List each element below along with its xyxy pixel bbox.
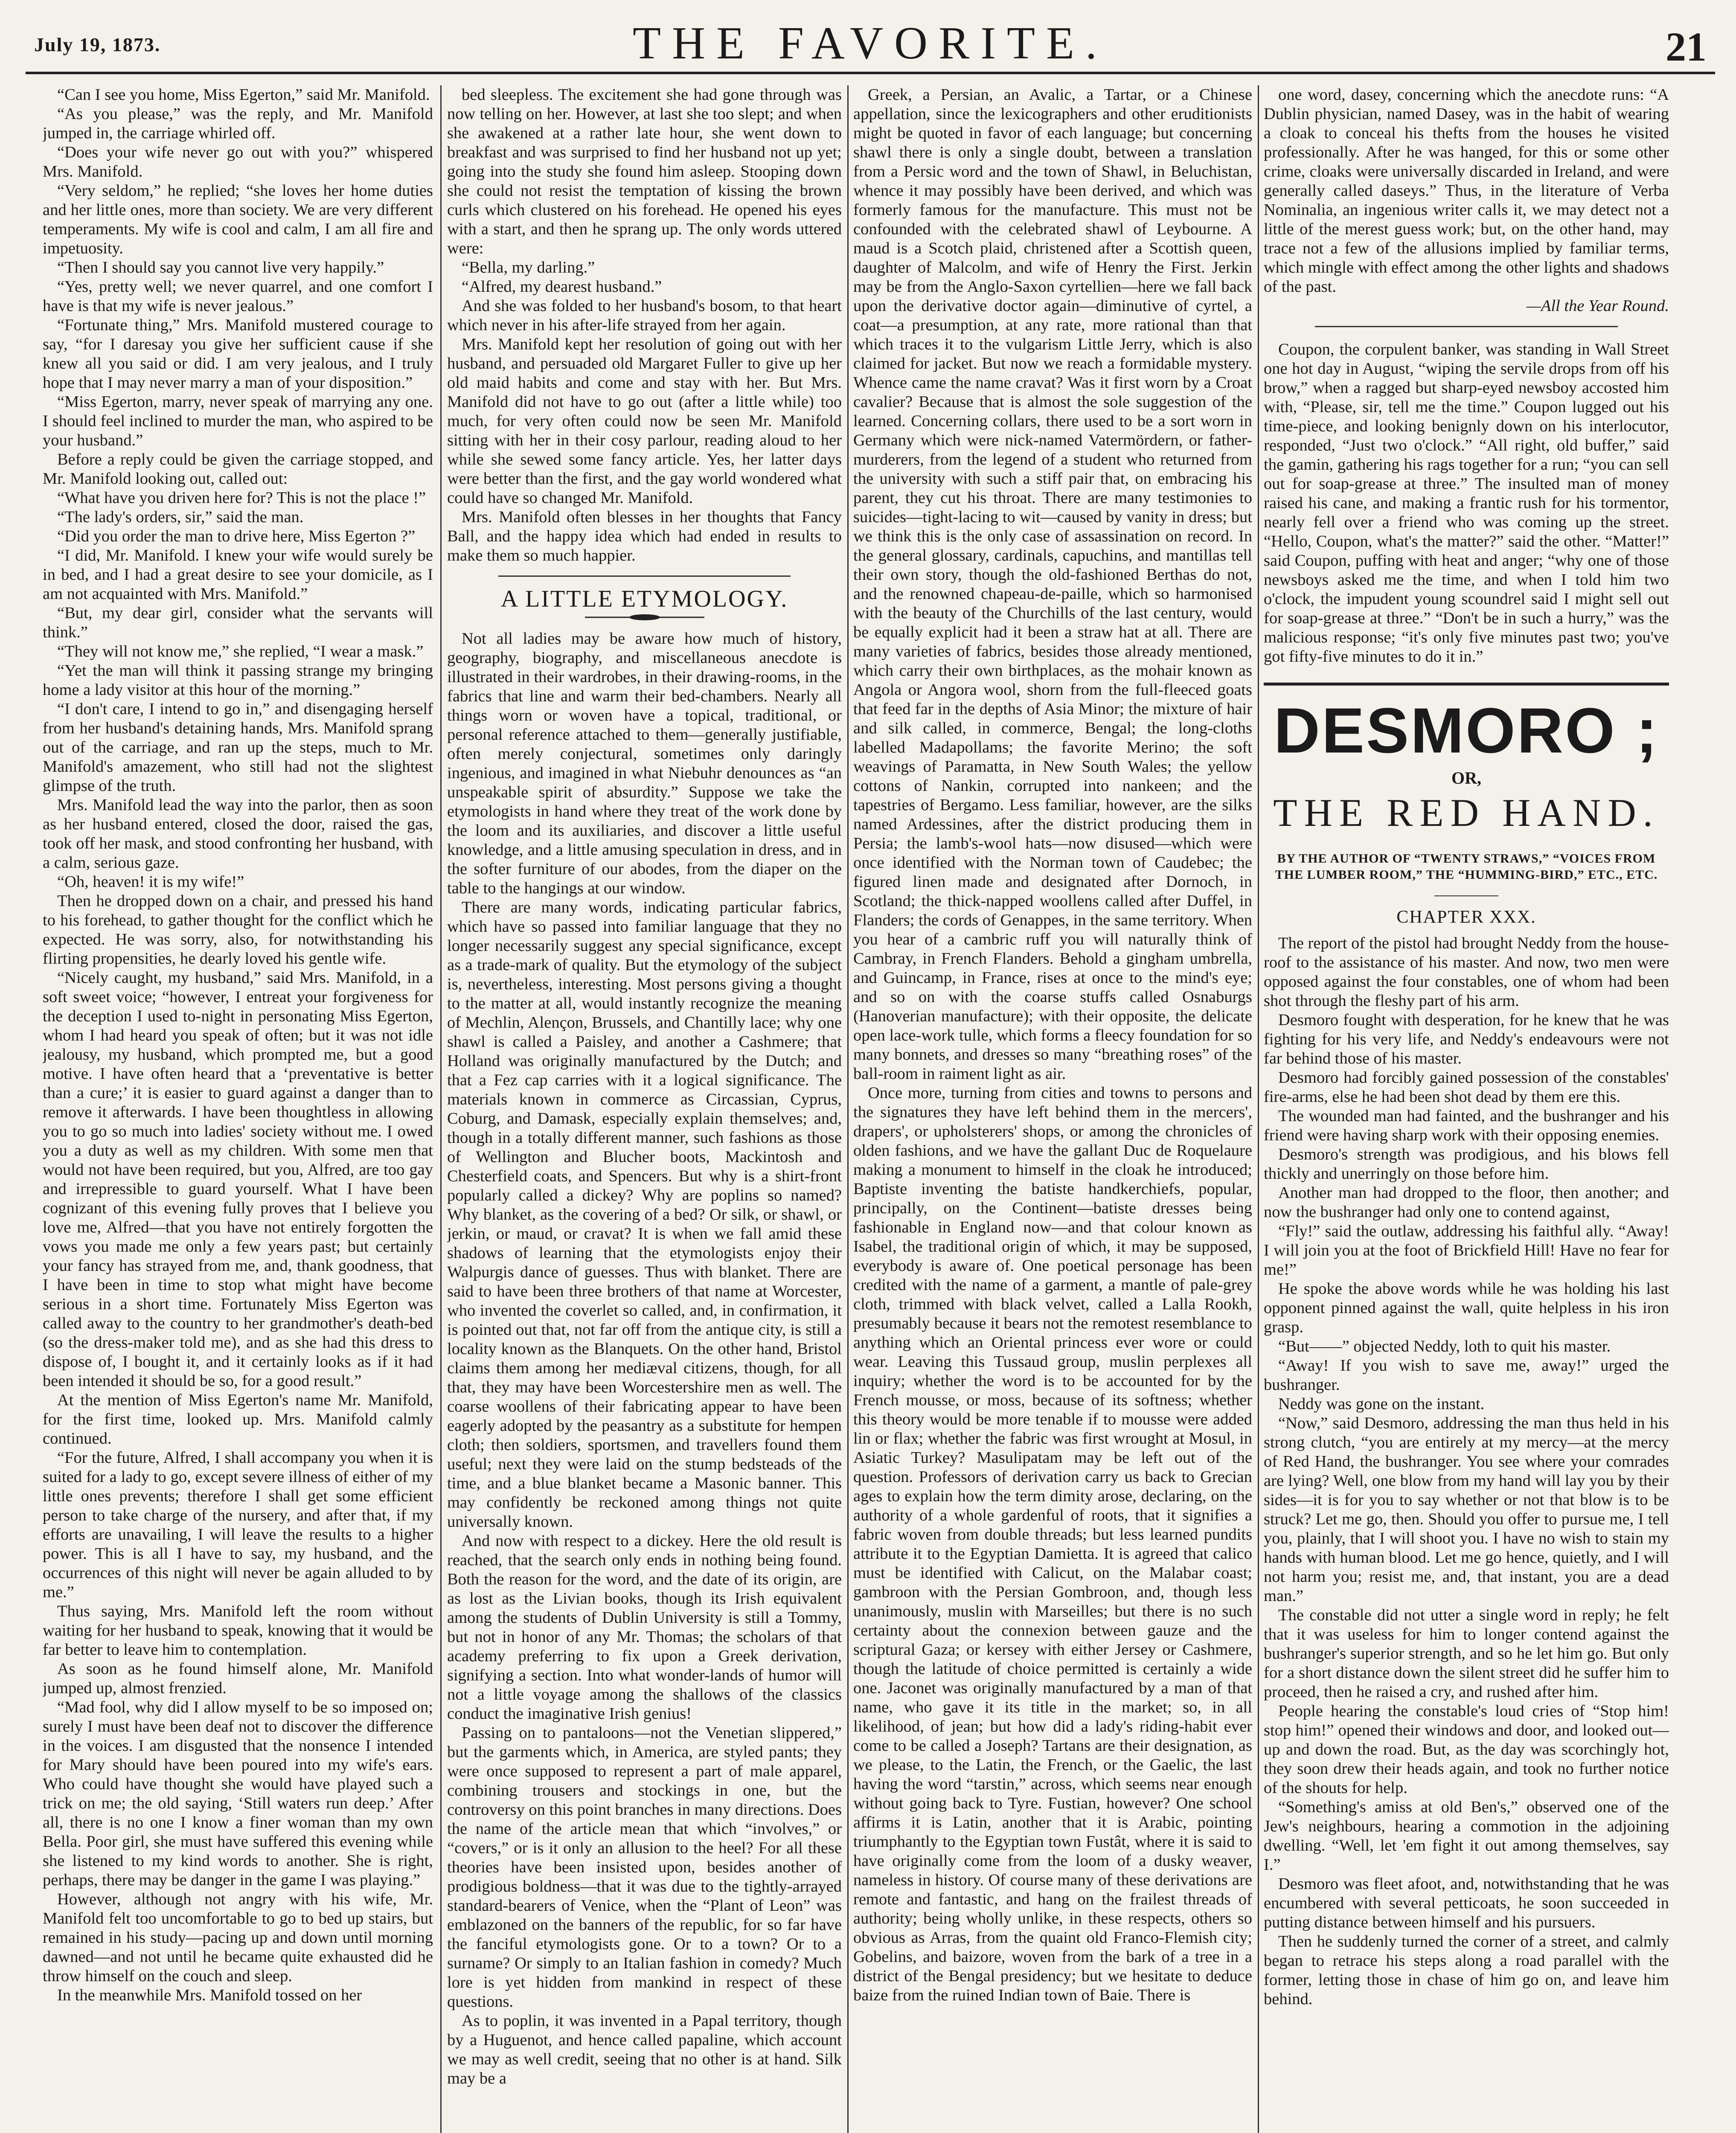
paragraph: “They will not know me,” she replied, “I wear a mask.”	[57, 642, 424, 660]
paragraph: Desmoro was fleet afoot, and, notwithstanding that he was encumbered with several petticoats, he soon succeeded in putting distance between himself and his pursuers.	[1264, 1875, 1669, 1931]
paragraph: “I did, Mr. Manifold. I knew your wife would surely be in bed, and I had a great desire to see your domicile, as I am not acquainted with Mrs. Manifold.”	[43, 546, 433, 603]
ornament-divider-icon	[576, 612, 713, 622]
paragraph: “What have you driven here for? This is not the place !”	[57, 489, 426, 507]
paragraph: “I don't care, I intend to go in,” and disengaging herself from her husband's detaining hands, Mrs. Manifold sprang out of the carriage, and ran up the steps, much to Mr. Manifold's amazement, who still had not the slightest glimpse of the truth.	[43, 700, 433, 795]
paragraph: Neddy was gone on the instant.	[1278, 1395, 1485, 1413]
column-divider	[1258, 85, 1259, 2133]
paragraph: “Oh, heaven! it is my wife!”	[57, 873, 244, 891]
paragraph: “Alfred, my dearest husband.”	[462, 278, 662, 296]
paragraph: He spoke the above words while he was holding his last opponent pinned against the wall, quite helpless in his iron grasp.	[1264, 1280, 1669, 1336]
paragraph: Another man had dropped to the floor, then another; and now the bushranger had only one to contend against,	[1264, 1184, 1669, 1221]
paragraph: Desmoro had forcibly gained possession of the constables' fire-arms, else he had been shot dead by them ere this.	[1264, 1069, 1669, 1106]
paragraph: Mrs. Manifold lead the way into the parlor, then as soon as her husband entered, closed the door, raised the gas, took off her mask, and stood confronting her husband, with a calm, serious gaze.	[43, 796, 433, 872]
paragraph: “Yet the man will think it passing strange my bringing home a lady visitor at this hour of the morning.”	[43, 662, 433, 699]
paragraph: Once more, turning from cities and towns to persons and the signatures they have left behind them in the mercers', drapers', or upholsterers' shops, or among the chronicles of olden fashions, and we have the gallant Duc de Roquelaure making a monument to himself in the cloak he introduced; Baptiste inventing the batiste handkerchiefs, popular, principally, on the Continent—batiste dresses being fashionable in England now—and that colour known as Isabel, the traditional origin of which, it may be supposed, everybody is aware of. One poetical personage has been credited with the name of a garment, a mantle of pale-grey cloth, trimmed with black velvet, called a Lalla Rookh, presumably because it bears not the remotest resemblance to anything which an Oriental princess ever wore or could wear. Leaving this Tussaud group, muslin perplexes all inquiry; whether the word is to be accounted for by the French mousse, or moss, because of its softness; whether this theory would be more tenable if to mousse were added lin or flax; whether the fabric was first wrought at Mosul, in Asiatic Turkey? Masulipatam may be left out of the question. Professors of derivation carry us back to Grecian ages to explain how the term dimity arose, declaring, on the authority of a whole gardenful of roots, that it signifies a fabric woven from double threads; but less learned pundits attribute it to the Egyptian Damietta. It is agreed that calico must be identified with Calicut, on the Malabar coast; gambroon with the Persian Gombroon, and, though less unanimously, muslin with Marseilles; but there is no such certainty about the connexion between gauze and the scriptural Gaza; or kersey with either Jersey or Cashmere, though the latitude of choice permitted is certainly a wide one. Jaconet was originally manufactured by a man of that name, who gave it its title in the market; so, in all likelihood, of jean; but how did a lady's riding-habit ever come to be called a Joseph? Tartans are their designation, as we please, to the Latin, the French, or the Gaelic, the last having the word “tarstin,” across, which seems near enough without going back to Tyre. Fustian, however? One school affirms it is Latin, another that it is Arabic, pointing triumphantly to the Egyptian town Fustât, where it is said to have originally come from the loom of a dusky weaver, nameless in history. Of course many of these derivations are remote and fantastic, and hang on the frailest threads of authority; being wholly unlike, in these respects, others so obvious as Arras, from the quaint old Franco-Flemish city; Gobelins, and baizore, woven from the bark of a tree in a district of the Bengal presidency; but we hesitate to deduce baize from the ruined Indian town of Baie. There is	[853, 1084, 1252, 2004]
coupon-anecdote	[1264, 340, 1669, 666]
paragraph: “Does your wife never go out with you?” whispered Mrs. Manifold.	[43, 143, 433, 180]
paragraph: “Miss Egerton, marry, never speak of marrying any one. I should feel inclined to murder the man, who aspired to be your husband.”	[43, 393, 433, 449]
column-2	[447, 85, 842, 2133]
paragraph: At the mention of Miss Egerton's name Mr. Manifold, for the first time, looked up. Mrs. Manifold calmly continued.	[43, 1391, 433, 1447]
paragraph: However, although not angry with his wife, Mr. Manifold felt too uncomfortable to go to bed up stairs, but remained in his study—pacing up and down until morning dawned—and not until he became quite exhausted did he throw himself on the couch and sleep.	[43, 1890, 433, 1985]
story-end-rule	[498, 575, 791, 577]
paragraph: “But, my dear girl, consider what the servants will think.”	[43, 604, 433, 641]
paragraph: “Nicely caught, my husband,” said Mrs. Manifold, in a soft sweet voice; “however, I entreat your forgiveness for the deception I used to-night in personating Miss Egerton, whom I had heard you speak of often; but it was not idle jealousy, my husband, which prompted me, but a good motive. I have often heard that a ‘preventative is better than a cure;’ it is easier to guard against a danger than to remove it afterwards. I have been thoughtless in allowing you to go so much into ladies' society without me. I owed you a duty as well as my children. With some men that would not have been required, but you, Alfred, are too gay and irrepressible to guard yourself. What I have been cognizant of this evening fully proves that I believe you love me, Alfred—that you have not entirely forgotten the vows you made me only a few years past; but certainly your fancy has strayed from me, and, thank goodness, that I have been in time to stop what might have become serious in a short time. Fortunately Miss Egerton was called away to the country to her grandmother's death-bed (so the dress-maker told me), and as she had this dress to dispose of, I bought it, and it certainly looks as if it had been intended it should be so, for a good result.”	[43, 969, 433, 1390]
paragraph: Mrs. Manifold often blesses in her thoughts that Fancy Ball, and the happy idea which had ended in results to make them so much happier.	[447, 508, 842, 564]
column-1	[43, 85, 433, 2133]
etymology-article-end	[1264, 85, 1669, 296]
paragraph: Then he suddenly turned the corner of a street, and calmly began to retrace his steps along a road parallel with the former, letting those in chase of him go on, and leave him behind.	[1264, 1932, 1669, 2008]
paragraph: “Fortunate thing,” Mrs. Manifold mustered courage to say, “for I daresay you give her sufficient cause if she knew all you said or did. I am very jealous, and I truly hope that I may never marry a man of your disposition.”	[43, 316, 433, 392]
source-credit: —All the Year Round.	[1526, 297, 1669, 315]
paragraph: Passing on to pantaloons—not the Venetian slippered,” but the garments which, in America, are styled pants; they were once supposed to represent a part of male apparel, combining trousers and stockings in one, but the controversy on this point branches in many directions. Does the name of the article mean that which “involves,” or “covers,” or is it only an allusion to the heel? For all these theories have been insisted upon, besides another of prodigious boldness—that it was due to the tightly-arrayed standard-bearers of Venice, when the “Plant of Leon” was emblazoned on the banners of the republic, for so far have the fanciful etymologists gone. Or to a town? Or to a surname? Or simply to an Italian fashion in comedy? Much lore is yet hidden from mankind in respect of these questions.	[447, 1724, 842, 2011]
paragraph: “As you please,” was the reply, and Mr. Manifold jumped in, the carriage whirled off.	[43, 105, 433, 142]
paragraph: “Away! If you wish to save me, away!” urged the bushranger.	[1264, 1357, 1669, 1394]
column-3	[853, 85, 1252, 2133]
paragraph: “Very seldom,” he replied; “she loves her home duties and her little ones, more than society. We are very different temperaments. My wife is cool and calm, I am all fire and impetuosity.	[43, 182, 433, 257]
paragraph: “Fly!” said the outlaw, addressing his faithful ally. “Away! I will join you at the foot of Brickfield Hill! Have no fear for me!”	[1264, 1222, 1669, 1279]
section-rule-thick	[1264, 683, 1669, 686]
issue-date: July 19, 1873.	[34, 34, 161, 55]
paragraph: Desmoro's strength was prodigious, and his blows fell thickly and unerringly on those before him.	[1264, 1145, 1669, 1183]
paragraph: “Yes, pretty well; we never quarrel, and one comfort I have is that my wife is never jealous.”	[43, 278, 433, 315]
column-4	[1264, 85, 1669, 2133]
paragraph: “But——” objected Neddy, loth to quit his master.	[1278, 1337, 1611, 1355]
serial-or: OR,	[1451, 768, 1481, 788]
paragraph: “Can I see you home, Miss Egerton,” said Mr. Manifold.	[57, 86, 430, 104]
paragraph: “Something's amiss at old Ben's,” observed one of the Jew's neighbours, hearing a commotion in the adjoining dwelling. “Well, let 'em fight it out among themselves, say I.”	[1264, 1798, 1669, 1874]
ornament-divider-icon	[1424, 891, 1509, 901]
story-conclusion	[447, 85, 842, 565]
paragraph: And now with respect to a dickey. Here the old result is reached, that the search only ends in nothing being found. Both the reason for the word, and the date of its origin, are as lost as the Livian books, though its Irish equivalent among the students of Dublin University is still a Tommy, but not in honor of any Mr. Thomas; the scholars of that academy preferring to fix upon a Greek derivation, signifying a section. Into what wonder-lands of humor will not a little voyage among the shallows of the classics conduct the imaginative Irish genius!	[447, 1532, 842, 1723]
serial-subtitle: THE RED HAND.	[1273, 791, 1660, 834]
paragraph: The constable did not utter a single word in reply; he felt that it was useless for him to longer contend against the bushranger's superior strength, and so he let him go. But only for a short distance down the silent street did he suffer him to proceed, then he raised a cry, and rushed after him.	[1264, 1606, 1669, 1701]
article-source	[1264, 296, 1669, 316]
paragraph: “Then I should say you cannot live very happily.”	[57, 259, 384, 276]
paragraph: bed sleepless. The excitement she had gone through was now telling on her. However, at last she too slept; and when she awakened at a rather late hour, she went down to breakfast and was surprised to find her husband not up yet; going into the study she found him asleep. Stooping down she could not resist the temptation of kissing the brown curls which clustered on his forehead. He opened his eyes with a start, and then he sprang up. The only words uttered were:	[447, 86, 842, 257]
serial-body	[1264, 934, 1669, 2009]
paragraph: As to poplin, it was invented in a Papal territory, though by a Huguenot, and hence called papaline, which account we may as well credit, seeing that no other is at hand. Silk may be a	[447, 2012, 842, 2087]
section-rule	[1315, 326, 1618, 327]
etymology-article-body	[447, 629, 842, 2088]
column-divider	[440, 85, 442, 2133]
paragraph: The report of the pistol had brought Neddy from the house-roof to the assistance of his master. And now, two men were opposed against the four constables, one of whom had been shot through the fleshy part of his arm.	[1264, 934, 1669, 1010]
paragraph: “For the future, Alfred, I shall accompany you when it is suited for a lady to go, except severe illness of either of my little ones prevents; therefore I shall get some efficient person to take charge of the nursery, and after that, if my efforts are unavailing, I will leave the results to a higher power. This is all I have to say, my husband, and the occurrences of this night will never be again alluded to by me.”	[43, 1449, 433, 1601]
serial-title: DESMORO ;	[1274, 695, 1659, 766]
paragraph: Greek, a Persian, an Avalic, a Tartar, or a Chinese appellation, since the lexicographers and other eruditionists might be quoted in favor of each language; but concerning shawl there is only a single doubt, between a translation from a Persic word and the town of Shawl, in Beluchistan, whence it may possibly have been derived, and which was formerly famous for the manufacture. This must not be confounded with the celebrated shawl of Leybourne. A maud is a Scotch plaid, christened after a Scottish queen, daughter of Malcolm, and wife of Henry the First. Jerkin may be from the Anglo-Saxon cyrtellien—here we fall back upon the derivative doctor again—diminutive of cyrtel, a coat—a presumption, at any rate, more rational than that which traces it to the vulgarism Little Jerry, which is also claimed for jacket. But now we reach a formidable mystery. Whence came the name cravat? Was it first worn by a Croat cavalier? Because that is almost the sole suggestion of the learned. Concerning collars, there used to be a sort worn in Germany which were nick-named Vatermördern, or father-murderers, from the legend of a student who returned from the university with such a stiff pair that, on embracing his parent, they cut his throat. There are many testimonies to suicides—tight-lacing to wit—caused by vanity in dress; but we think this is the only case of assassination on record. In the general glossary, cardinals, capuchins, and mantillas tell their own story, though the old-fashioned Berthas do not, and the renowned chapeau-de-paille, which so harmonised with the beauty of the Churchills of the last century, would be equally explicit had it been a straw hat at all. There are many varieties of fabrics, besides those already mentioned, which carry their own birthplaces, as the mohair known as Angola or Angora wool, shorn from the full-fleeced goats that feed far in the depths of Asia Minor; the mixture of hair and silk called, in commerce, Bengal; the long-cloths labelled Madapollams; the favorite Merino; the soft weavings of Paramatta, in New South Wales; the yellow cottons of Nankin, corrupted into nankeen; and the tapestries of Bergamo. Less familiar, however, are the silks named Ardessines, after the district producing them in Persia; the lamb's-wool hats—now disused—which were once identified with the Norman town of Caudebec; the figured linen made and designated after Dornoch, in Scotland; the thick-napped woollens called after Duffel, in Flanders; the cords of Genappes, in the same territory. When you hear of a cambric ruff you will naturally think of Cambray, in French Flanders. Behold a gingham umbrella, and Guincamp, in France, rises at once to the mind's eye; and so on with the coarse stuffs called Osnaburgs (Hanoverian manufacture); with their opposite, the delicate open lace-work tulle, which forms a fleecy foundation for so many bonnets, and dresses so many “breathing roses” of the ball-room in raiment light as air.	[853, 86, 1252, 1083]
paragraph: People hearing the constable's loud cries of “Stop him! stop him!” opened their windows and door, and looked out—up and down the road. But, as the day was scorchingly hot, they soon drew their heads again, and took no further notice of the shouts for help.	[1264, 1702, 1669, 1797]
chapter-heading: CHAPTER XXX.	[1396, 907, 1536, 927]
column-divider	[847, 85, 849, 2133]
paragraph: Not all ladies may be aware how much of history, geography, biography, and miscellaneous anecdote is illustrated in their wardrobes, in their drawing-rooms, in the fabrics that line and warm their bed-chambers. Nearly all things worn or woven have a topical, traditional, or personal reference attached to them—generally justifiable, often merely conjectural, sometimes only daringly ingenious, and imagined in what Niebuhr denounces as “an unspeakable spirit of absurdity.” Suppose we take the etymologists in hand where they treat of the work done by the loom and its auxiliaries, and discover a little useful knowledge, and a little amusing speculation in dress, and in the softer furniture of our abodes, from the diaper on the table to the hangings at our window.	[447, 630, 842, 897]
paragraph: And she was folded to her husband's bosom, to that heart which never in his after-life strayed from her again.	[447, 297, 842, 334]
paragraph: Coupon, the corpulent banker, was standing in Wall Street one hot day in August, “wiping the servile drops from off his brow,” when a ragged but sharp-eyed newsboy accosted him with, “Please, sir, tell me the time.” Coupon lugged out his time-piece, and looking benignly down on his interlocutor, responded, “Just two o'clock.” “All right, old buffer,” said the gamin, gathering his rags together for a run; “you can sell out for soap-grease at three.” The insulted man of money raised his cane, and making a frantic rush for his tormentor, nearly fell over a friend who was coming up the street. “Hello, Coupon, what's the matter?” said the other. “Matter!” said Coupon, puffing with heat and anger; “why one of those newsboys asked me the time, and when I told him two o'clock, the impudent young scoundrel said I might sell out for soap-grease at three.” “Don't be in such a hurry,” was the malicious response; “it's only five minutes past two; you've got fifty-five minutes to do it in.”	[1264, 340, 1669, 665]
masthead	[26, 8, 1715, 74]
paragraph: “Bella, my darling.”	[462, 259, 595, 276]
paragraph: “The lady's orders, sir,” said the man.	[57, 508, 304, 526]
paragraph: Then he dropped down on a chair, and pressed his hand to his forehead, to gather thought for the conflict which he expected. He was sorry, also, for notwithstanding his flirting propensities, he dearly loved his gentle wife.	[43, 892, 433, 968]
paragraph: “Mad fool, why did I allow myself to be so imposed on; surely I must have been deaf not to discover the difference in the voices. I am disgusted that the nonsence I intended for Mary should have been poured into my wife's ears. Who could have thought she would have played such a trick on me; the old saying, ‘Still waters run deep.’ After all, there is no one I know a finer woman than my own Bella. Poor girl, she must have suffered this evening while she listened to my kind words to another. She is right, perhaps, there may be danger in the game I was playing.”	[43, 1698, 433, 1889]
paragraph: Desmoro fought with desperation, for he knew that he was fighting for his very life, and Neddy's endeavours were not far behind those of his master.	[1264, 1011, 1669, 1067]
paragraph: There are many words, indicating particular fabrics, which have so passed into familiar language that they no longer necessarily suggest any special significance, except as a trade-mark of quality. But the etymology of the subject is, nevertheless, interesting. Most persons giving a thought to the matter at all, would instantly recognize the meaning of Mechlin, Alençon, Brussels, and Chantilly lace; why one shawl is called a Paisley, and another a Cashmere; that Holland was originally manufactured by the Dutch; and that a Fez cap carries with it a logical significance. The materials known in commerce as Circassian, Cyprus, Coburg, and Damask, especially explain themselves; and, though in a totally different manner, such fashions as those of Wellington and Blucher boots, Mackintosh and Chesterfield coats, and Spencers. But why is a shirt-front popularly called a dickey? Why are poplins so named? Why blanket, as the covering of a bed? Or silk, or shawl, or jerkin, or maud, or cravat? It is when we fall amid these shadows of learning that the etymologists enjoy their Walpurgis dance of guesses. Thus with blanket. There are said to have been three brothers of that name at Worcester, who invented the coverlet so called, and, in confirmation, it is pointed out that, not far off from the antique city, is still a locality known as the Blanquets. On the other hand, Bristol claims them among her mediæval citizens, though, for all that, they may have been Worcestershire men as well. The coarse woollens of their fabricating appear to have been eagerly adopted by the peasantry as a substitute for hempen cloth; then soldiers, sportsmen, and travellers found them useful; next they were laid on the stump bedsteads of the time, and a blue blanket became a Masonic banner. This may confidently be reckoned among things not quite universally known.	[447, 898, 842, 1531]
paragraph: one word, dasey, concerning which the anecdote runs: “A Dublin physician, named Dasey, was in the habit of wearing a cloak to conceal his thefts from the houses he visited professionally. After he was hanged, for this or some other crime, cloaks were universally discarded in Ireland, and were generally called daseys.” Thus, in the literature of Verba Nominalia, an ingenious writer calls it, we may detect not a little of the merest guess work; but, on the other hand, may trace not a few of the allusions implied by familiar terms, which mingle with effect among the other lights and shadows of the past.	[1264, 86, 1669, 296]
paragraph: Thus saying, Mrs. Manifold left the room without waiting for her husband to speak, knowing that it would be far better to leave him to contemplation.	[43, 1602, 433, 1659]
paragraph: “Now,” said Desmoro, addressing the man thus held in his strong clutch, “you are entirely at my mercy—at the mercy of Red Hand, the bushranger. You see where your comrades are lying? Well, one blow from my hand will lay you by their sides—it is for you to say whether or not that blow is to be struck? Let me go, then. Should you offer to pursue me, I tell you, plainly, that I will shoot you. I have no wish to stain my hands with human blood. Let me go hence, quietly, and I will not harm you; resist me, and, that instant, you are a dead man.”	[1264, 1414, 1669, 1605]
paragraph: “Did you order the man to drive here, Miss Egerton ?”	[57, 527, 416, 545]
paragraph: As soon as he found himself alone, Mr. Manifold jumped up, almost frenzied.	[43, 1660, 433, 1697]
newspaper-title: THE FAVORITE.	[633, 18, 1108, 69]
page-number: 21	[1666, 24, 1707, 70]
serial-byline: BY THE AUTHOR OF “TWENTY STRAWS,” “VOICES FROM THE LUMBER ROOM,” THE “HUMMING-BIRD,” ETC., ETC.	[1275, 851, 1658, 882]
paragraph: In the meanwhile Mrs. Manifold tossed on her	[57, 1986, 362, 2004]
article-title-etymology: A LITTLE ETYMOLOGY.	[500, 586, 788, 612]
paragraph: Before a reply could be given the carriage stopped, and Mr. Manifold looking out, called out:	[43, 450, 433, 488]
paragraph: Mrs. Manifold kept her resolution of going out with her husband, and persuaded old Margaret Fuller to give up her old maid habits and come and stay with her. But Mrs. Manifold did not have to go out (after a little while) too much, for very often could now be seen Mr. Manifold sitting with her in their cosy parlour, reading aloud to her while she sewed some fancy article. Yes, her latter days were better than the first, and the gay world wondered what could have so changed Mr. Manifold.	[447, 335, 842, 507]
paragraph: The wounded man had fainted, and the bushranger and his friend were having sharp work with their opposing enemies.	[1264, 1107, 1669, 1144]
